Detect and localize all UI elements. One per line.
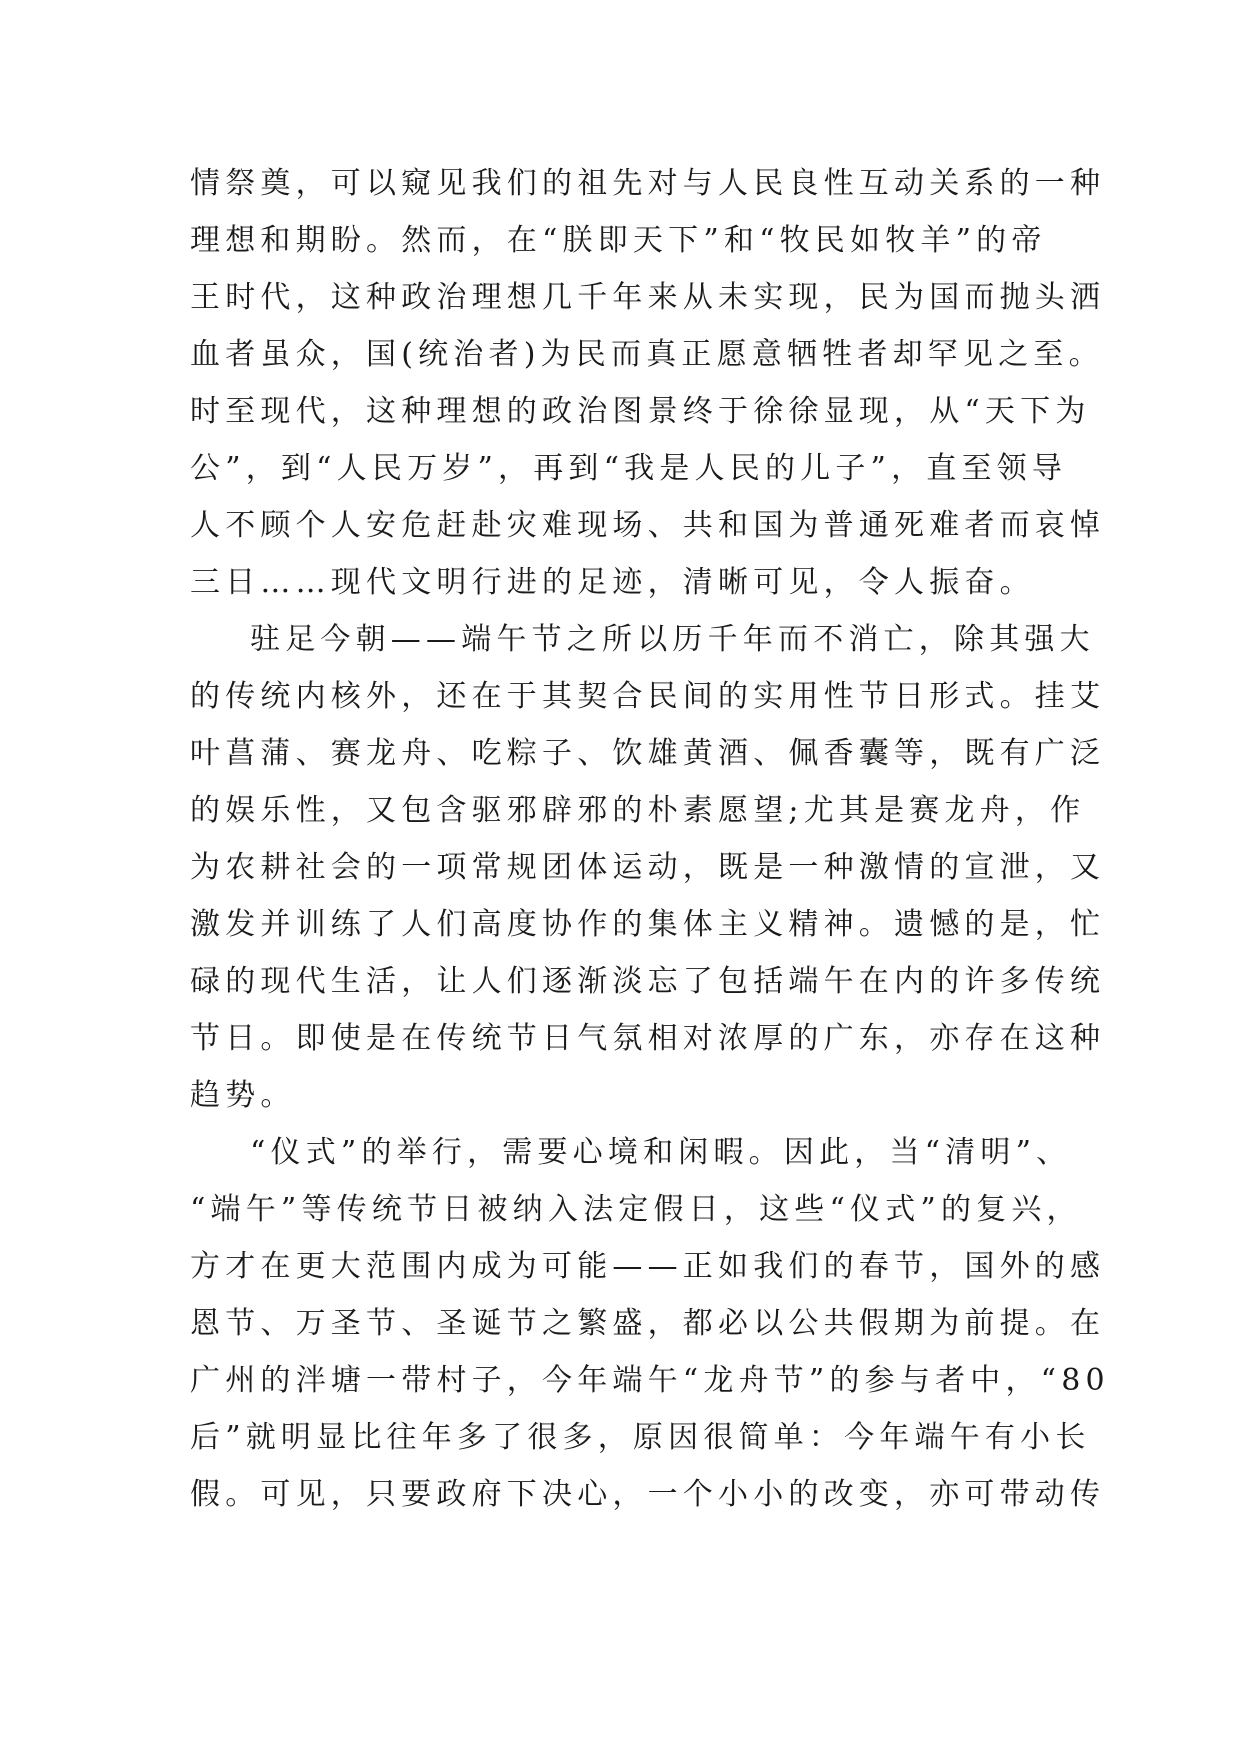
text-line: 情祭奠，可以窥见我们的祖先对与人民良性互动关系的一种 — [190, 166, 1106, 201]
text-line: “仪式”的举行，需要心境和闲暇。因此，当“清明”、 — [250, 1135, 1072, 1170]
text-line: 三日……现代文明行进的足迹，清晰可见，令人振奋。 — [190, 565, 1035, 600]
text-line: 为农耕社会的一项常规团体运动，既是一种激情的宣泄，又 — [190, 850, 1106, 885]
text-line: “端午”等传统节日被纳入法定假日，这些“仪式”的复兴， — [190, 1192, 1082, 1227]
text-line: 节日。即使是在传统节日气氛相对浓厚的广东，亦存在这种 — [190, 1021, 1106, 1056]
text-line: 时至现代，这种理想的政治图景终于徐徐显现，从“天下为 — [190, 394, 1091, 429]
text-line: 趋势。 — [190, 1078, 296, 1113]
text-line: 的娱乐性，又包含驱邪辟邪的朴素愿望;尤其是赛龙舟，作 — [190, 793, 1086, 828]
text-line: 理想和期盼。然而，在“朕即天下”和“牧民如牧羊”的帝 — [190, 223, 1047, 258]
text-line: 驻足今朝——端午节之所以历千年而不消亡，除其强大 — [250, 622, 1095, 657]
text-line: 血者虽众，国(统治者)为民而真正愿意牺牲者却罕见之至。 — [190, 337, 1104, 372]
text-line: 王时代，这种政治理想几千年来从未实现，民为国而抛头洒 — [190, 280, 1106, 315]
text-line: 碌的现代生活，让人们逐渐淡忘了包括端午在内的许多传统 — [190, 964, 1106, 999]
text-line: 恩节、万圣节、圣诞节之繁盛，都必以公共假期为前提。在 — [190, 1306, 1106, 1341]
text-line: 方才在更大范围内成为可能——正如我们的春节，国外的感 — [190, 1249, 1106, 1284]
body-text — [190, 155, 1110, 1523]
text-line: 广州的泮塘一带村子，今年端午“龙舟节”的参与者中，“80 — [190, 1363, 1110, 1398]
text-line: 后”就明显比往年多了很多，原因很简单：今年端午有小长 — [190, 1420, 1091, 1455]
text-line: 人不顾个人安危赶赴灾难现场、共和国为普通死难者而哀悼 — [190, 508, 1106, 543]
text-line: 公”，到“人民万岁”，再到“我是人民的儿子”，直至领导 — [190, 451, 1068, 486]
text-line: 假。可见，只要政府下决心，一个小小的改变，亦可带动传 — [190, 1477, 1106, 1512]
text-line: 激发并训练了人们高度协作的集体主义精神。遗憾的是，忙 — [190, 907, 1106, 942]
text-line: 的传统内核外，还在于其契合民间的实用性节日形式。挂艾 — [190, 679, 1106, 714]
text-line: 叶菖蒲、赛龙舟、吃粽子、饮雄黄酒、佩香囊等，既有广泛 — [190, 736, 1106, 771]
